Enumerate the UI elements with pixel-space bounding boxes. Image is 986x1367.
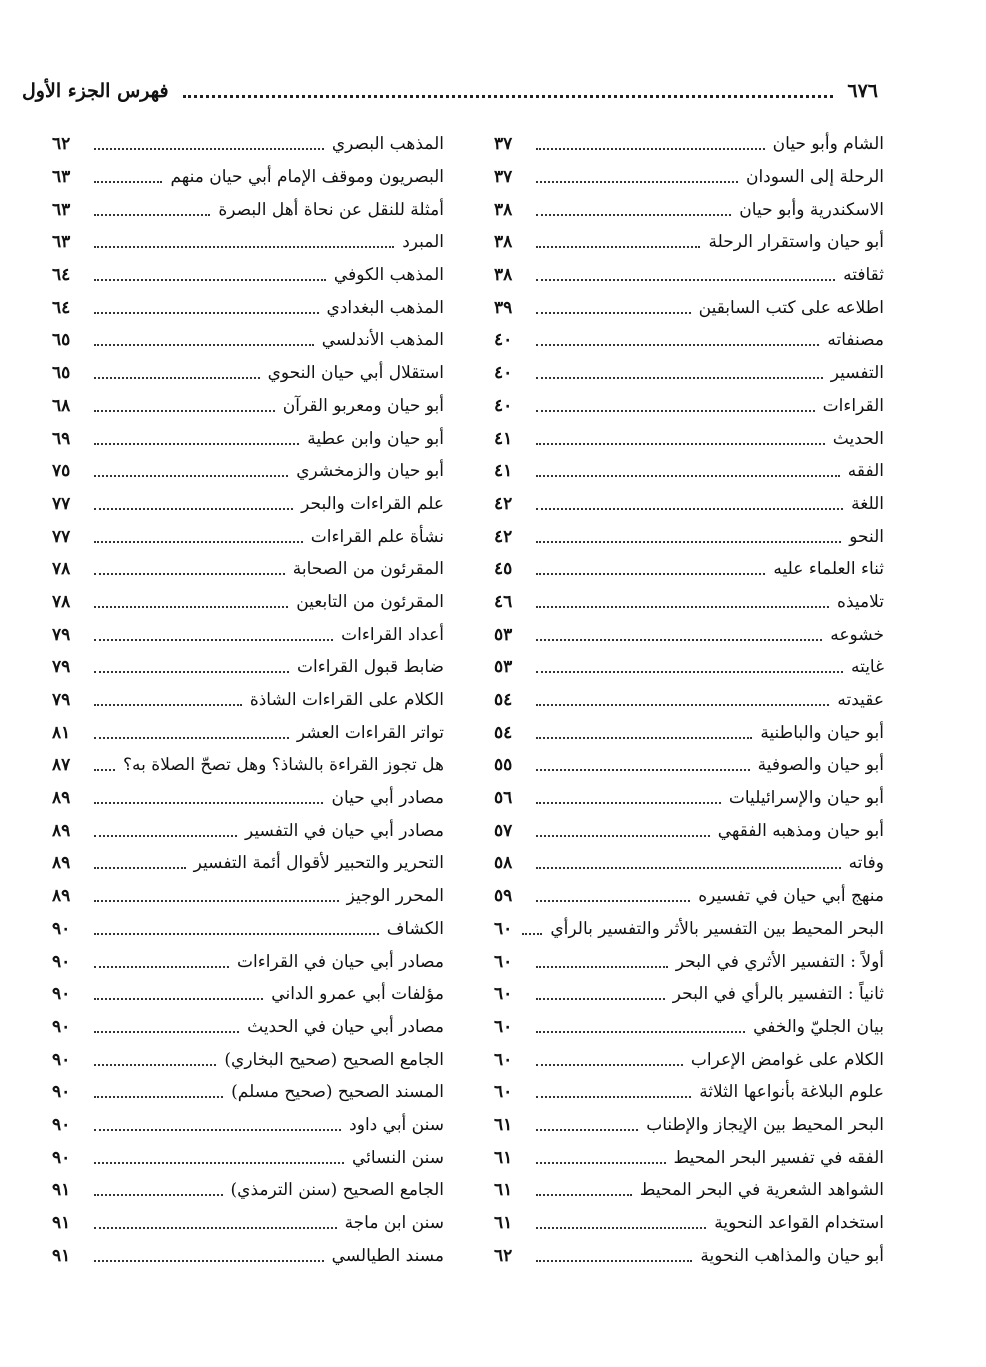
toc-entry-label: البحر المحيط بين الإيجاز والإطناب bbox=[646, 1114, 884, 1135]
toc-entry bbox=[52, 651, 444, 684]
toc-entry-label: نشأة علم القراءات bbox=[310, 526, 444, 547]
toc-entry bbox=[52, 193, 444, 226]
toc-entry-page: ٣٧ bbox=[494, 167, 513, 188]
dot-leader bbox=[536, 1129, 638, 1131]
dot-leader bbox=[94, 639, 333, 641]
dot-leader bbox=[536, 737, 752, 739]
dot-leader bbox=[94, 606, 288, 608]
toc-entry-page: ٦٠ bbox=[494, 1016, 513, 1037]
toc-entry-page: ٧٩ bbox=[52, 690, 71, 711]
dot-leader bbox=[536, 148, 765, 150]
dot-leader bbox=[536, 900, 690, 902]
toc-entry bbox=[52, 586, 444, 619]
toc-entry-page: ٨٩ bbox=[52, 886, 71, 907]
toc-entry bbox=[494, 1076, 884, 1109]
dot-leader bbox=[94, 312, 319, 314]
toc-entry-label: خشوعه bbox=[830, 624, 884, 645]
dot-leader bbox=[536, 966, 668, 968]
dot-leader bbox=[536, 1227, 706, 1229]
toc-entry-label: أبو حيان والباطنية bbox=[760, 722, 884, 743]
toc-entry-page: ٦٤ bbox=[52, 297, 71, 318]
toc-entry-label: ثقافته bbox=[843, 265, 884, 286]
dot-leader bbox=[94, 410, 275, 412]
toc-entry bbox=[494, 749, 884, 782]
toc-column-left bbox=[52, 128, 444, 1272]
toc-entry-page: ٣٩ bbox=[494, 297, 513, 318]
toc-entry-page: ٤١ bbox=[494, 461, 513, 482]
dot-leader bbox=[536, 606, 829, 608]
dot-leader bbox=[536, 769, 750, 771]
toc-entry-page: ٩٠ bbox=[52, 1147, 71, 1168]
dot-leader bbox=[536, 312, 691, 314]
dot-leader bbox=[536, 1162, 666, 1164]
dot-leader bbox=[94, 966, 229, 968]
toc-entry-page: ٥٤ bbox=[494, 690, 513, 711]
toc-entry-label: أبو حيان ومعربو القرآن bbox=[282, 395, 444, 416]
toc-entry-label: سنن ابن ماجة bbox=[344, 1213, 444, 1234]
toc-entry-page: ٦٠ bbox=[494, 1082, 513, 1103]
toc-entry-label: المسند الصحيح (صحيح مسلم) bbox=[231, 1082, 444, 1103]
toc-entry bbox=[52, 782, 444, 815]
toc-entry bbox=[52, 716, 444, 749]
toc-entry-page: ٤٠ bbox=[494, 363, 513, 384]
toc-entry bbox=[494, 651, 884, 684]
dot-leader bbox=[536, 802, 721, 804]
toc-entry-label: سنن أبي داود bbox=[349, 1114, 444, 1135]
toc-entry-label: اطلاعه على كتب السابقين bbox=[698, 297, 884, 318]
toc-entry-label: المقرئون من التابعين bbox=[296, 591, 444, 612]
toc-entry-page: ٩١ bbox=[52, 1245, 71, 1266]
toc-entry-page: ٥٧ bbox=[494, 820, 513, 841]
toc-entry-label: المذهب البصري bbox=[331, 134, 444, 155]
dot-leader bbox=[94, 1162, 344, 1164]
toc-entry-label: الاسكندرية وأبو حيان bbox=[739, 199, 884, 220]
toc-entry-label: أبو حيان وابن عطية bbox=[307, 428, 444, 449]
toc-entry-label: مصنفاته bbox=[827, 330, 884, 351]
toc-entry bbox=[494, 128, 884, 161]
dot-leader bbox=[94, 475, 288, 477]
toc-entry-page: ٧٨ bbox=[52, 591, 71, 612]
toc-entry bbox=[52, 749, 444, 782]
toc-entry bbox=[494, 1174, 884, 1207]
toc-entry bbox=[494, 978, 884, 1011]
toc-entry-page: ٦٠ bbox=[494, 918, 513, 939]
toc-entry-label: المبرد bbox=[402, 232, 444, 253]
dot-leader bbox=[94, 344, 314, 346]
toc-entry bbox=[494, 586, 884, 619]
toc-entry-label: القراءات bbox=[822, 395, 884, 416]
toc-entry-label: أمثلة للنقل عن نحاة أهل البصرة bbox=[218, 199, 444, 220]
toc-entry-page: ٦٢ bbox=[494, 1245, 513, 1266]
toc-entry bbox=[494, 1141, 884, 1174]
toc-entry-label: أبو حيان ومذهبه الفقهي bbox=[717, 820, 884, 841]
dot-leader bbox=[536, 573, 765, 575]
dot-leader bbox=[94, 1227, 337, 1229]
toc-entry-label: أبو حيان والزمخشري bbox=[296, 461, 444, 482]
toc-entry-label: مصادر أبي حيان في التفسير bbox=[245, 820, 444, 841]
dot-leader bbox=[94, 933, 379, 935]
toc-entry-label: غايته bbox=[850, 657, 884, 678]
toc-entry bbox=[494, 161, 884, 194]
toc-entry-page: ٤١ bbox=[494, 428, 513, 449]
dot-leader bbox=[536, 410, 815, 412]
toc-entry-page: ٧٩ bbox=[52, 657, 71, 678]
dot-leader bbox=[536, 835, 710, 837]
toc-entry-label: مؤلفات أبي عمرو الداني bbox=[271, 984, 444, 1005]
toc-entry-page: ٨٩ bbox=[52, 853, 71, 874]
toc-entry-page: ٧٨ bbox=[52, 559, 71, 580]
toc-entry-page: ٧٧ bbox=[52, 493, 71, 514]
toc-entry bbox=[494, 1011, 884, 1044]
toc-entry-label: المقرئون من الصحابة bbox=[292, 559, 444, 580]
toc-entry bbox=[52, 880, 444, 913]
toc-entry bbox=[52, 814, 444, 847]
toc-entry-label: المذهب الكوفي bbox=[333, 265, 444, 286]
toc-entry bbox=[52, 1239, 444, 1272]
dot-leader bbox=[536, 671, 843, 673]
toc-entry-label: الجامع الصحيح (صحيح البخاري) bbox=[224, 1049, 444, 1070]
toc-entry-label: الكلام على القراءات الشاذة bbox=[249, 690, 444, 711]
toc-entry-page: ٥٩ bbox=[494, 886, 513, 907]
toc-entry-label: أولاً : التفسير الأثري في البحر bbox=[675, 951, 884, 972]
toc-entry bbox=[494, 455, 884, 488]
toc-entry bbox=[52, 1174, 444, 1207]
dot-leader bbox=[94, 1260, 324, 1262]
toc-entry-page: ٩٠ bbox=[52, 1049, 71, 1070]
toc-entry-page: ٥٨ bbox=[494, 853, 513, 874]
toc-entry-label: استخدام القواعد النحوية bbox=[714, 1213, 884, 1234]
toc-entry-label: الرحلة إلى السودان bbox=[745, 167, 884, 188]
toc-entry bbox=[494, 782, 884, 815]
toc-entry-label: سنن النسائي bbox=[352, 1147, 444, 1168]
toc-entry bbox=[52, 259, 444, 292]
toc-entry-label: المذهب البغدادي bbox=[326, 297, 444, 318]
toc-entry-page: ٩١ bbox=[52, 1180, 71, 1201]
toc-entry-page: ٦١ bbox=[494, 1213, 513, 1234]
dot-leader bbox=[536, 475, 840, 477]
dot-leader bbox=[536, 867, 841, 869]
toc-entry-label: الحديث bbox=[832, 428, 884, 449]
toc-entry-label: الكشاف bbox=[386, 918, 444, 939]
toc-entry-page: ٣٨ bbox=[494, 232, 513, 253]
toc-entry-label: المحرر الوجيز bbox=[346, 886, 444, 907]
toc-entry-page: ٨٩ bbox=[52, 788, 71, 809]
toc-entry bbox=[52, 488, 444, 521]
toc-entry bbox=[52, 1141, 444, 1174]
dot-leader bbox=[536, 181, 738, 183]
toc-entry-page: ٦٥ bbox=[52, 363, 71, 384]
header-dot-leader bbox=[183, 91, 834, 98]
toc-entry-page: ٦٤ bbox=[52, 265, 71, 286]
toc-entry bbox=[494, 553, 884, 586]
toc-entry-page: ٤٦ bbox=[494, 591, 513, 612]
dot-leader bbox=[94, 671, 289, 673]
toc-entry bbox=[494, 357, 884, 390]
toc-entry-label: التفسير bbox=[830, 363, 884, 384]
toc-entry-label: أبو حيان واستقرار الرحلة bbox=[708, 232, 884, 253]
toc-entry bbox=[494, 193, 884, 226]
toc-entry-label: اللغة bbox=[851, 493, 884, 514]
toc-entry-page: ٦٠ bbox=[494, 951, 513, 972]
dot-leader bbox=[94, 148, 324, 150]
toc-entry-page: ٨١ bbox=[52, 722, 71, 743]
dot-leader bbox=[94, 1096, 223, 1098]
toc-entry-label: عقيدته bbox=[837, 690, 884, 711]
dot-leader bbox=[94, 802, 323, 804]
toc-entry bbox=[52, 1109, 444, 1142]
toc-entry-label: تواتر القراءات العشر bbox=[296, 722, 444, 743]
toc-entry bbox=[52, 978, 444, 1011]
toc-entry-label: علوم البلاغة بأنواعها الثلاثة bbox=[699, 1082, 884, 1103]
toc-entry-page: ٦٨ bbox=[52, 395, 71, 416]
toc-entry-label: علم القراءات والبحر bbox=[301, 493, 444, 514]
toc-entry bbox=[494, 291, 884, 324]
dot-leader bbox=[94, 704, 242, 706]
page-number: ٦٧٦ bbox=[847, 80, 878, 102]
toc-entry-page: ٣٨ bbox=[494, 199, 513, 220]
toc-entry-page: ٧٧ bbox=[52, 526, 71, 547]
dot-leader bbox=[536, 541, 841, 543]
dot-leader bbox=[94, 377, 260, 379]
toc-entry-page: ٧٩ bbox=[52, 624, 71, 645]
dot-leader bbox=[522, 933, 542, 935]
dot-leader bbox=[94, 998, 263, 1000]
toc-entry bbox=[52, 1076, 444, 1109]
toc-entry bbox=[52, 390, 444, 423]
toc-entry bbox=[52, 913, 444, 946]
toc-entry-page: ٦١ bbox=[494, 1180, 513, 1201]
toc-entry-label: ثناء العلماء عليه bbox=[773, 559, 884, 580]
dot-leader bbox=[94, 181, 162, 183]
dot-leader bbox=[536, 377, 823, 379]
toc-entry-label: البحر المحيط بين التفسير بالأثر والتفسير بالرأي bbox=[550, 918, 884, 939]
toc-entry-page: ٦٥ bbox=[52, 330, 71, 351]
toc-entry bbox=[52, 226, 444, 259]
toc-entry-label: ثانياً : التفسير بالرأي في البحر bbox=[672, 984, 884, 1005]
toc-entry-page: ٦١ bbox=[494, 1147, 513, 1168]
toc-entry-page: ٩٠ bbox=[52, 984, 71, 1005]
toc-entry-page: ٥٤ bbox=[494, 722, 513, 743]
toc-entry bbox=[494, 716, 884, 749]
toc-entry-label: أبو حيان والإسرائيليات bbox=[728, 788, 884, 809]
toc-entry-label: بيان الجليّ والخفي bbox=[753, 1016, 884, 1037]
toc-entry bbox=[52, 1011, 444, 1044]
dot-leader bbox=[94, 769, 115, 771]
toc-entry-page: ٣٨ bbox=[494, 265, 513, 286]
dot-leader bbox=[536, 214, 731, 216]
toc-entry-page: ٤٢ bbox=[494, 493, 513, 514]
toc-entry-label: مصادر أبي حيان في الحديث bbox=[247, 1016, 444, 1037]
toc-entry-label: أبو حيان والصوفية bbox=[757, 755, 884, 776]
toc-entry-page: ٤٥ bbox=[494, 559, 513, 580]
toc-entry bbox=[52, 1043, 444, 1076]
toc-entry-page: ٨٩ bbox=[52, 820, 71, 841]
toc-entry-label: البصريون وموقف الإمام أبي حيان منهم bbox=[170, 167, 444, 188]
toc-entry bbox=[494, 1207, 884, 1240]
toc-entry bbox=[52, 128, 444, 161]
toc-entry bbox=[494, 226, 884, 259]
toc-entry-page: ٩١ bbox=[52, 1213, 71, 1234]
toc-entry bbox=[494, 913, 884, 946]
dot-leader bbox=[536, 1260, 692, 1262]
toc-entry-label: أعداد القراءات bbox=[341, 624, 444, 645]
dot-leader bbox=[536, 1064, 683, 1066]
toc-entry bbox=[494, 422, 884, 455]
toc-entry bbox=[52, 422, 444, 455]
toc-entry-page: ٧٥ bbox=[52, 461, 71, 482]
toc-entry bbox=[494, 259, 884, 292]
toc-entry bbox=[52, 1207, 444, 1240]
toc-entry-page: ٩٠ bbox=[52, 1016, 71, 1037]
toc-column-right bbox=[494, 128, 884, 1272]
toc-entry-label: مصادر أبي حيان bbox=[331, 788, 444, 809]
dot-leader bbox=[536, 1096, 691, 1098]
toc-entry bbox=[494, 945, 884, 978]
dot-leader bbox=[94, 214, 210, 216]
toc-entry bbox=[494, 814, 884, 847]
toc-entry-page: ٥٦ bbox=[494, 788, 513, 809]
toc-entry bbox=[52, 357, 444, 390]
dot-leader bbox=[94, 541, 303, 543]
toc-entry bbox=[52, 847, 444, 880]
toc-entry bbox=[494, 618, 884, 651]
toc-entry-label: الكلام على غوامض الإعراب bbox=[690, 1049, 884, 1070]
toc-entry bbox=[52, 553, 444, 586]
dot-leader bbox=[536, 279, 835, 281]
toc-entry bbox=[494, 684, 884, 717]
toc-entry-label: الشواهد الشعرية في البحر المحيط bbox=[639, 1180, 884, 1201]
toc-entry-page: ٤٠ bbox=[494, 395, 513, 416]
toc-entry-label: النحو bbox=[849, 526, 884, 547]
toc-entry-label: تلاميذه bbox=[837, 591, 884, 612]
toc-entry-label: الفقه bbox=[847, 461, 884, 482]
toc-entry bbox=[52, 455, 444, 488]
toc-entry bbox=[52, 618, 444, 651]
toc-entry-label: الشام وأبو حيان bbox=[772, 134, 884, 155]
toc-entry bbox=[52, 520, 444, 553]
running-title: فهرس الجزء الأول bbox=[22, 80, 169, 102]
toc-entry bbox=[52, 161, 444, 194]
toc-entry bbox=[52, 684, 444, 717]
toc-entry-page: ٨٧ bbox=[52, 755, 71, 776]
toc-entry-page: ٩٠ bbox=[52, 1114, 71, 1135]
toc-entry-label: مسند الطيالسي bbox=[331, 1245, 444, 1266]
dot-leader bbox=[536, 344, 819, 346]
toc-entry bbox=[52, 324, 444, 357]
toc-entry bbox=[52, 945, 444, 978]
toc-entry bbox=[494, 488, 884, 521]
toc-entry-page: ٦٢ bbox=[52, 134, 71, 155]
toc-entry-page: ٦٠ bbox=[494, 1049, 513, 1070]
toc-entry-label: المذهب الأندلسي bbox=[321, 330, 444, 351]
toc-entry-label: أبو حيان والمذاهب النحوية bbox=[700, 1245, 884, 1266]
dot-leader bbox=[536, 1031, 745, 1033]
toc-entry-page: ٩٠ bbox=[52, 1082, 71, 1103]
dot-leader bbox=[94, 443, 299, 445]
dot-leader bbox=[94, 1194, 223, 1196]
dot-leader bbox=[94, 1064, 216, 1066]
toc-entry-page: ٦٣ bbox=[52, 232, 71, 253]
toc-entry-page: ٤٠ bbox=[494, 330, 513, 351]
dot-leader bbox=[94, 573, 285, 575]
toc-entry-label: مصادر أبي حيان في القراءات bbox=[237, 951, 444, 972]
toc-entry-label: الجامع الصحيح (سنن الترمذي) bbox=[230, 1180, 444, 1201]
toc-entry-label: التحرير والتحبير لأقوال أئمة التفسير bbox=[193, 853, 444, 874]
toc-entry bbox=[52, 291, 444, 324]
dot-leader bbox=[536, 998, 665, 1000]
dot-leader bbox=[94, 867, 186, 869]
toc-entry bbox=[494, 847, 884, 880]
toc-entry-page: ٥٥ bbox=[494, 755, 513, 776]
toc-entry bbox=[494, 880, 884, 913]
dot-leader bbox=[94, 1129, 341, 1131]
toc-entry-page: ٥٣ bbox=[494, 624, 513, 645]
dot-leader bbox=[94, 279, 326, 281]
toc-entry-label: استقلال أبي حيان النحوي bbox=[267, 363, 444, 384]
toc-entry bbox=[494, 1043, 884, 1076]
toc-entry-page: ٦٩ bbox=[52, 428, 71, 449]
running-header bbox=[22, 80, 878, 102]
toc-entry-page: ٤٢ bbox=[494, 526, 513, 547]
toc-entry-label: هل تجوز القراءة بالشاذ؟ وهل تصحّ الصلاة به؟ bbox=[123, 755, 444, 776]
toc-entry-label: ضابط قبول القراءات bbox=[296, 657, 444, 678]
dot-leader bbox=[94, 246, 394, 248]
toc-entry-label: وفاته bbox=[848, 853, 884, 874]
dot-leader bbox=[94, 835, 237, 837]
toc-entry-label: منهج أبي حيان في تفسيره bbox=[698, 886, 884, 907]
dot-leader bbox=[536, 1194, 632, 1196]
dot-leader bbox=[94, 1031, 239, 1033]
dot-leader bbox=[94, 737, 289, 739]
toc-entry-page: ٦١ bbox=[494, 1114, 513, 1135]
toc-entry-page: ٣٧ bbox=[494, 134, 513, 155]
toc-entry bbox=[494, 520, 884, 553]
toc-entry-page: ٦٠ bbox=[494, 984, 513, 1005]
toc-entry bbox=[494, 1109, 884, 1142]
dot-leader bbox=[536, 508, 843, 510]
dot-leader bbox=[536, 443, 825, 445]
dot-leader bbox=[94, 508, 293, 510]
toc-entry bbox=[494, 390, 884, 423]
toc-entry-page: ٦٣ bbox=[52, 167, 71, 188]
toc-entry-page: ٦٣ bbox=[52, 199, 71, 220]
dot-leader bbox=[94, 900, 339, 902]
toc-entry-page: ٥٣ bbox=[494, 657, 513, 678]
toc-entry bbox=[494, 324, 884, 357]
toc-entry bbox=[494, 1239, 884, 1272]
toc-entry-page: ٩٠ bbox=[52, 918, 71, 939]
dot-leader bbox=[536, 246, 700, 248]
dot-leader bbox=[536, 704, 829, 706]
toc-entry-label: الفقه في تفسير البحر المحيط bbox=[673, 1147, 884, 1168]
toc-entry-page: ٩٠ bbox=[52, 951, 71, 972]
dot-leader bbox=[536, 639, 822, 641]
